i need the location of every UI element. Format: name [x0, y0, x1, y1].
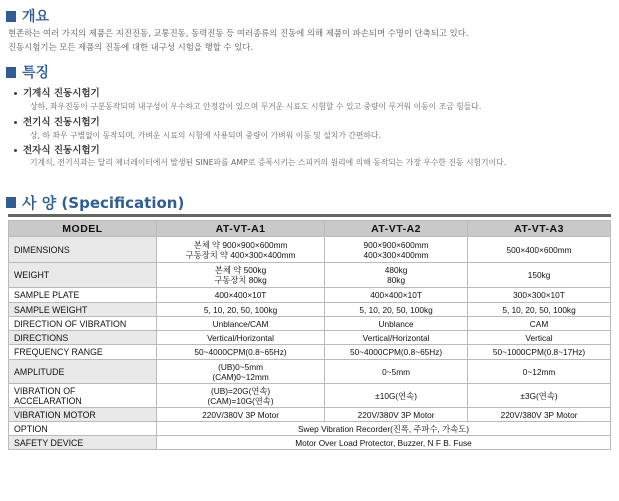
cell-a2 [325, 408, 468, 422]
row-label [9, 408, 157, 422]
cell-a1 [157, 408, 325, 422]
cell-a1-line-1: Unblance/CAM [212, 318, 269, 329]
row-label [9, 360, 157, 384]
table-row [9, 345, 611, 360]
bullet-icon [14, 92, 17, 95]
cell-a1 [157, 384, 325, 408]
section-square-icon [6, 11, 16, 22]
row-label-line-2: ACCELARATION [14, 395, 82, 406]
spec-divider [8, 214, 611, 217]
section-square-icon [6, 197, 16, 208]
row-label-line-1: DIMENSIONS [14, 244, 70, 255]
cell-a3 [468, 384, 611, 408]
row-label-line-1: DIRECTIONS [14, 332, 69, 343]
cell-a1-line-1: Vertical/Horizontal [207, 332, 274, 343]
cell-a2 [325, 303, 468, 317]
cell-a2-line-2: 80kg [387, 275, 406, 285]
feature-desc-electric: 상, 하 좌우 구별없이 동작되며, 가벼운 시료의 시험에 사용되며 중량이 가벼워 이동 및 설치가 간편하다. [30, 131, 381, 140]
table-row [9, 360, 611, 384]
cell-a3-line-1: ±3G(연속) [520, 390, 558, 401]
overview-header [6, 6, 49, 26]
row-label: SAFETY DEVICE [9, 436, 157, 450]
row-label-line-1: SAMPLE WEIGHT [14, 304, 88, 315]
cell-a1-line-2: (CAM)0~12mm [212, 371, 269, 382]
spec-header [6, 192, 184, 213]
cell-a1-line-1: (UB)=20G(연속) [210, 385, 271, 396]
row-label [9, 384, 157, 408]
cell-a2 [325, 237, 468, 263]
cell-a3-line-1: 220V/380V 3P Motor [500, 409, 578, 420]
cell-a2-line-1: 50~4000CPM(0.8~65Hz) [349, 347, 443, 357]
row-label [9, 263, 157, 288]
cell-a2 [325, 360, 468, 384]
cell-a1 [157, 360, 325, 384]
table-row-merged [9, 436, 611, 450]
cell-a2 [325, 384, 468, 408]
header-a3: AT-VT-A3 [468, 221, 611, 237]
cell-a2 [325, 263, 468, 288]
row-label-line-1: VIBRATION MOTOR [14, 409, 96, 420]
cell-a3 [468, 263, 611, 288]
cell-a3 [468, 331, 611, 345]
cell-a3-line-1: CAM [529, 318, 549, 329]
features-header [6, 62, 49, 82]
cell-a3 [468, 360, 611, 384]
row-label [9, 331, 157, 345]
table-row [9, 384, 611, 408]
row-label-line-1: AMPLITUDE [14, 366, 65, 377]
row-label-line-1: WEIGHT [14, 270, 50, 280]
cell-a1 [157, 331, 325, 345]
cell-a1-line-2: (CAM)=10G(연속) [207, 395, 274, 406]
row-label [9, 237, 157, 263]
cell-a2-line-1: Vertical/Horizontal [362, 332, 430, 343]
cell-a1 [157, 317, 325, 331]
cell-a1-line-2: 구동장치 80kg [214, 275, 267, 285]
features-title: 특징 [22, 65, 50, 81]
cell-a2-line-1: 400×400×10T [370, 290, 422, 300]
row-label-line-1: DIRECTION OF VIBRATION [14, 318, 127, 329]
cell-a2-line-1: 0~5mm [382, 366, 411, 377]
cell-a1-line-1: 본체 약 500kg [214, 265, 267, 275]
feature-desc-electronic: 기계식, 전기식과는 달리 제너레이터에서 발생된 SINE파를 AMP로 증폭시키는 스피커의 원리에 의해 동작되는 가장 우수한 진동 시험기이다. [30, 158, 507, 167]
cell-a3-line-1: 50~1000CPM(0.8~17Hz) [492, 347, 586, 357]
cell-a3 [468, 303, 611, 317]
row-label-line-1: FREQUENCY RANGE [14, 347, 103, 357]
spec-table [8, 220, 611, 450]
feature-title-electronic: 전자식 진동시험기 [14, 142, 100, 156]
table-row [9, 303, 611, 317]
cell-a3-line-1: 5, 10, 20, 50, 100kg [502, 304, 576, 315]
cell-a3 [468, 408, 611, 422]
cell-a3 [468, 317, 611, 331]
cell-a3 [468, 345, 611, 360]
cell-a2 [325, 317, 468, 331]
row-label-line-1: SAMPLE PLATE [14, 290, 80, 300]
bullet-icon [14, 149, 17, 152]
cell-a1 [157, 345, 325, 360]
row-label [9, 317, 157, 331]
merged-value: Motor Over Load Protector, Buzzer, N F B. Fuse [157, 436, 611, 450]
overview-line-2: 진동시험기는 모든 제품의 진동에 대한 내구성 시험을 행할 수 있다. [8, 42, 254, 52]
feature-title-mechanical: 기계식 진동시험기 [14, 85, 100, 99]
header-a2: AT-VT-A2 [325, 221, 468, 237]
cell-a1 [157, 237, 325, 263]
cell-a2 [325, 345, 468, 360]
cell-a1 [157, 263, 325, 288]
table-row [9, 331, 611, 345]
feature-desc-mechanical: 상하, 좌우진동이 구분동작되며 내구성이 우수하고 안정감이 있으며 무거운 시료도 시험할 수 있고 중량이 무거워 이동이 조금 힘들다. [30, 102, 482, 111]
cell-a2-line-2: 400×300×400mm [363, 249, 429, 260]
section-square-icon [6, 67, 16, 78]
cell-a1-line-1: 400×400×10T [214, 290, 267, 300]
header-a1: AT-VT-A1 [157, 221, 325, 237]
cell-a1-line-1: 5, 10, 20, 50, 100kg [203, 304, 278, 315]
overview-line-1: 현존하는 여러 가지의 제품은 지진진동, 교통진동, 동력진동 등 여러종류의 진동에 의해 제품이 파손되며 수명이 단축되고 있다. [8, 28, 469, 38]
cell-a2 [325, 288, 468, 303]
cell-a3-line-1: 150kg [527, 270, 551, 280]
cell-a3 [468, 237, 611, 263]
cell-a1-line-1: 50~4000CPM(0.8~65Hz) [194, 347, 287, 357]
cell-a1-line-1: 본체 약 900×900×600mm [193, 239, 288, 250]
merged-value: Swep Vibration Recorder(진폭, 주파수, 가속도) [157, 422, 611, 436]
cell-a3-line-1: 0~12mm [522, 366, 556, 377]
feature-title-electric: 전기식 진동시험기 [14, 114, 100, 128]
cell-a2-line-1: Unblance [378, 318, 414, 329]
cell-a1 [157, 288, 325, 303]
table-row [9, 317, 611, 331]
cell-a2-line-1: ±10G(연속) [375, 390, 417, 401]
cell-a3 [468, 288, 611, 303]
bullet-icon [14, 121, 17, 124]
spec-header-row [9, 221, 611, 237]
row-label-line-1: VIBRATION OF [14, 385, 76, 396]
header-model: MODEL [9, 221, 157, 237]
cell-a2-line-1: 220V/380V 3P Motor [357, 409, 435, 420]
row-label: OPTION [9, 422, 157, 436]
spec-body [9, 237, 611, 450]
cell-a1-line-1: 220V/380V 3P Motor [202, 409, 279, 420]
cell-a3-line-1: 500×400×600mm [506, 244, 572, 255]
cell-a2 [325, 331, 468, 345]
cell-a1-line-2: 구동장치 약 400×300×400mm [185, 249, 296, 260]
table-row [9, 408, 611, 422]
spec-title: 사 양 (Specification) [22, 194, 185, 212]
cell-a3-line-1: 300×300×10T [513, 290, 565, 300]
row-label [9, 345, 157, 360]
table-row [9, 263, 611, 288]
row-label [9, 303, 157, 317]
cell-a1-line-1: (UB)0~5mm [218, 361, 264, 372]
table-row-merged [9, 422, 611, 436]
table-row [9, 288, 611, 303]
cell-a1 [157, 303, 325, 317]
row-label [9, 288, 157, 303]
table-row [9, 237, 611, 263]
cell-a2-line-1: 900×900×600mm [363, 239, 429, 250]
cell-a3-line-1: Vertical [525, 332, 553, 343]
overview-title: 개요 [22, 9, 50, 25]
cell-a2-line-1: 480kg [384, 265, 408, 275]
cell-a2-line-1: 5, 10, 20, 50, 100kg [359, 304, 433, 315]
